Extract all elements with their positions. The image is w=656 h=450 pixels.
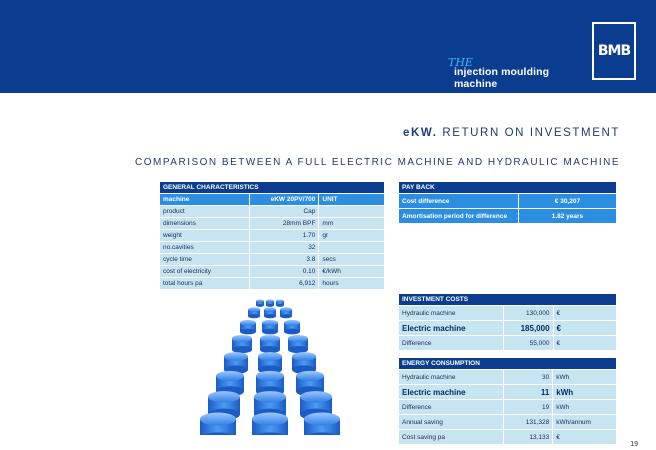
- cap-bottom: [256, 304, 264, 307]
- row-value: 1.82 years: [518, 209, 616, 224]
- page-number: 19: [630, 441, 638, 448]
- row-label: Cost saving pa: [399, 430, 504, 445]
- table-row: [399, 400, 617, 415]
- row-value: 32: [249, 242, 319, 254]
- cap-top: [240, 320, 256, 326]
- table-row: [160, 230, 385, 242]
- cap-bottom: [260, 346, 280, 353]
- cap-bottom: [284, 329, 300, 335]
- row-unit: mm: [319, 218, 385, 230]
- cap-top: [288, 335, 308, 342]
- row-value: 3.8: [249, 254, 319, 266]
- cap-top: [260, 335, 280, 342]
- table-row: [160, 266, 385, 278]
- cap-top: [256, 371, 284, 381]
- general-title: GENERAL CHARACTERISTICS: [160, 182, 385, 194]
- row-label: Annual saving: [399, 415, 504, 430]
- row-value: 13,133: [503, 430, 553, 445]
- table-row: [160, 242, 385, 254]
- row-label: cost of electricity: [160, 266, 250, 278]
- cap-top: [296, 371, 324, 381]
- row-value: 19: [503, 400, 553, 415]
- cap-top: [262, 320, 278, 326]
- row-unit: kWh/annum: [553, 415, 617, 430]
- row-unit: [319, 242, 385, 254]
- row-unit: secs: [319, 254, 385, 266]
- table-row: [160, 218, 385, 230]
- cap-bottom: [288, 346, 308, 353]
- cap-top: [208, 391, 240, 403]
- cap-bottom: [248, 314, 260, 318]
- table-row: [399, 306, 617, 321]
- row-value: 131,328: [503, 415, 553, 430]
- row-label: Cost difference: [399, 194, 519, 209]
- row-value: 0.10: [249, 266, 319, 278]
- cap-top: [304, 413, 340, 426]
- payback-title: PAY BACK: [399, 182, 617, 194]
- row-value: 28mm BPF: [249, 218, 319, 230]
- row-unit: hours: [319, 278, 385, 290]
- cap-top: [256, 300, 264, 303]
- table-row: [160, 278, 385, 290]
- row-label: Electric machine: [399, 321, 504, 336]
- table-row: [399, 370, 617, 385]
- logo-text: BMB: [597, 43, 631, 59]
- title-main: RETURN ON INVESTMENT: [442, 127, 620, 139]
- row-unit: €/kWh: [319, 266, 385, 278]
- table-row: [399, 209, 617, 224]
- row-value: 185,000: [503, 321, 553, 336]
- caps-illustration: [175, 295, 365, 435]
- energy-consumption-table: [398, 357, 617, 445]
- cap-bottom: [232, 346, 252, 353]
- cap-top: [200, 413, 236, 426]
- row-label: Difference: [399, 336, 504, 351]
- page-title: [403, 127, 620, 139]
- table-row: [399, 321, 617, 336]
- row-label: Hydraulic machine: [399, 370, 504, 385]
- row-value: Cap: [249, 206, 319, 218]
- row-unit: kWh: [553, 385, 617, 400]
- brand-tagline: [440, 56, 590, 90]
- table-row: [399, 415, 617, 430]
- cap-top: [292, 352, 316, 361]
- bmb-logo: [592, 22, 636, 80]
- brand-the: THE: [448, 56, 473, 69]
- row-label: weight: [160, 230, 250, 242]
- cap-bottom: [266, 304, 274, 307]
- row-value: € 30,207: [518, 194, 616, 209]
- row-unit: kWh: [553, 370, 617, 385]
- table-row: [399, 385, 617, 400]
- row-value: 11: [503, 385, 553, 400]
- row-value: 30: [503, 370, 553, 385]
- row-label: Difference: [399, 400, 504, 415]
- row-value: 55,000: [503, 336, 553, 351]
- page-subtitle: COMPARISON BETWEEN A FULL ELECTRIC MACHINE AND HYDRAULIC MACHINE: [135, 157, 620, 168]
- row-label: Hydraulic machine: [399, 306, 504, 321]
- model-name: eKW.: [403, 127, 438, 139]
- row-unit: €: [553, 336, 616, 351]
- cap-top: [224, 352, 248, 361]
- header-banner: [0, 0, 656, 93]
- table-row: [399, 194, 617, 209]
- cap-bottom: [240, 329, 256, 335]
- cap-top: [216, 371, 244, 381]
- table-row: [160, 206, 385, 218]
- cap-bottom: [264, 314, 276, 318]
- row-value: 130,000: [503, 306, 553, 321]
- cap-top: [232, 335, 252, 342]
- energy-title: ENERGY CONSUMPTION: [399, 358, 617, 370]
- cap-top: [300, 391, 332, 403]
- row-unit: €: [553, 430, 617, 445]
- table-row: [399, 430, 617, 445]
- row-value: 1.70: [249, 230, 319, 242]
- cap-top: [280, 307, 292, 311]
- cap-top: [264, 307, 276, 311]
- table-row: [160, 254, 385, 266]
- payback-table: [398, 181, 617, 224]
- investment-costs-table: [398, 293, 617, 351]
- row-label: total hours pa: [160, 278, 250, 290]
- cap-top: [276, 300, 284, 303]
- cap-top: [258, 352, 282, 361]
- cap-bottom: [276, 304, 284, 307]
- row-unit: gr: [319, 230, 385, 242]
- table-row: [399, 336, 617, 351]
- col-machine: machine: [160, 194, 250, 206]
- cap-top: [266, 300, 274, 303]
- investment-title: INVESTMENT COSTS: [399, 294, 617, 306]
- row-label: Electric machine: [399, 385, 504, 400]
- cap-top: [252, 413, 288, 426]
- cap-bottom: [280, 314, 292, 318]
- row-label: Amortisation period for difference: [399, 209, 519, 224]
- row-unit: €: [553, 306, 616, 321]
- general-characteristics-table: [159, 181, 385, 290]
- cap-top: [284, 320, 300, 326]
- row-value: 6,912: [249, 278, 319, 290]
- row-label: no.cavities: [160, 242, 250, 254]
- row-unit: €: [553, 321, 616, 336]
- row-label: cycle time: [160, 254, 250, 266]
- cap-top: [248, 307, 260, 311]
- brand-text: injection moulding machine: [454, 66, 550, 90]
- cap-top: [254, 391, 286, 403]
- row-label: dimensions: [160, 218, 250, 230]
- row-unit: kWh: [553, 400, 617, 415]
- col-unit: UNIT: [319, 194, 385, 206]
- row-unit: [319, 206, 385, 218]
- cap-bottom: [262, 329, 278, 335]
- row-label: product: [160, 206, 250, 218]
- col-model: eKW 20PV/700: [249, 194, 319, 206]
